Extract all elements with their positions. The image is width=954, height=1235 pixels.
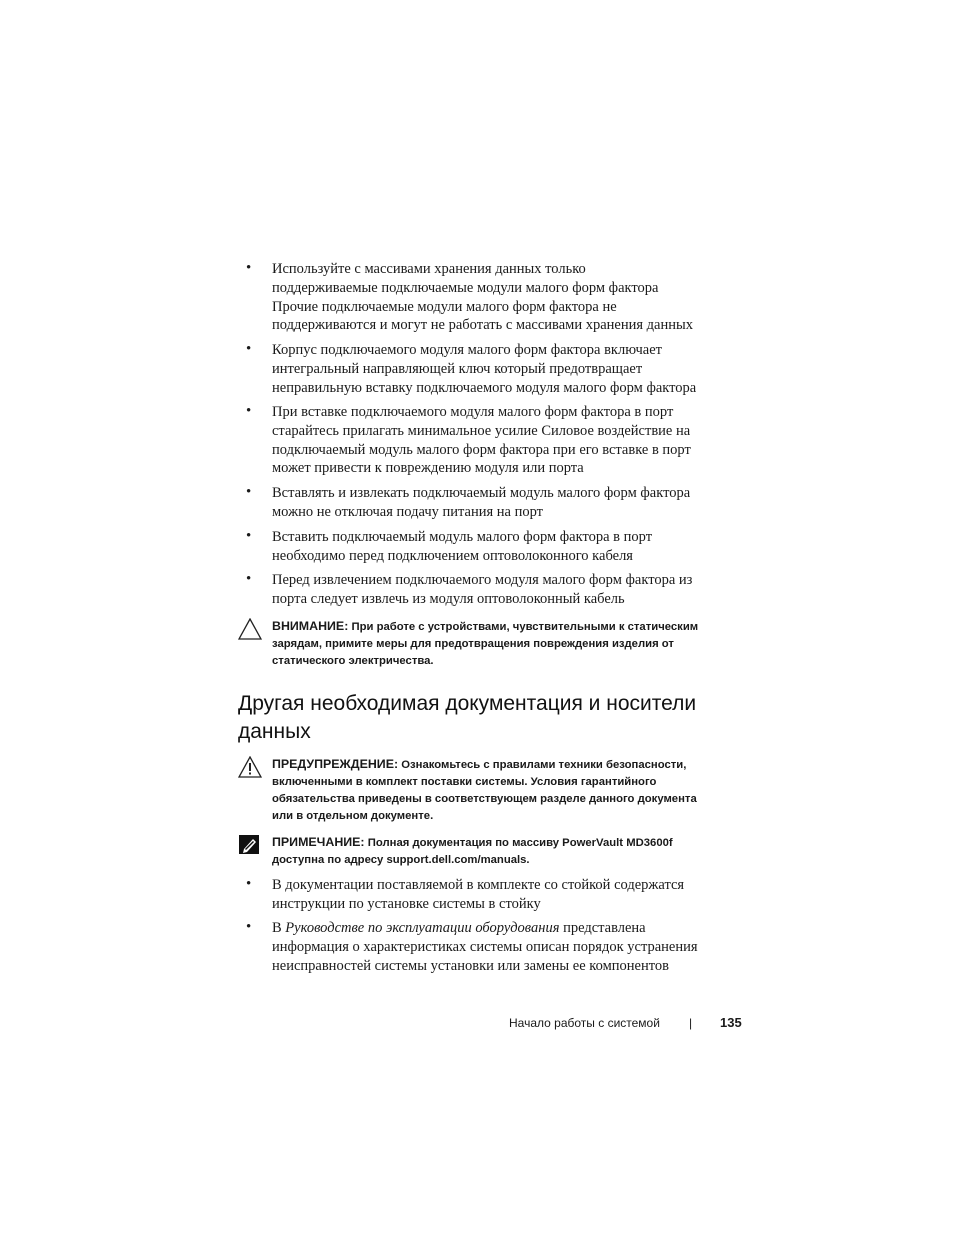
list-item-line: Перед извлечением подключаемого модуля малого форм фактора из — [272, 572, 693, 588]
warning-text-line: Ознакомьтесь с правилами техники безопасности, — [401, 759, 687, 771]
bullet-marker: • — [246, 484, 252, 500]
list-item-line: необходимо перед подключением оптоволоконного кабеля — [272, 547, 633, 564]
note-text-line: доступна по адресу — [272, 854, 387, 866]
bullet-marker: • — [246, 876, 252, 892]
manual-title: Руководстве по эксплуатации оборудования — [285, 920, 560, 936]
warning-text-line: или в отдельном документе. — [272, 810, 434, 822]
caution-triangle-icon — [238, 618, 262, 640]
footer-section-title: Начало работы с системой — [509, 1016, 660, 1030]
page-number: 135 — [720, 1015, 742, 1030]
section-heading — [238, 690, 696, 746]
warning-text-line: включенными в комплект поставки системы. Условия гарантийного — [272, 776, 657, 788]
support-link[interactable]: support.dell.com/manuals — [386, 854, 527, 866]
note-label: ПРИМЕЧАНИЕ: — [272, 835, 365, 849]
note-pencil-icon — [238, 834, 262, 856]
list-item-line: подключаемый модуль малого форм фактора при его вставке в порт — [272, 441, 691, 458]
bullet-marker: • — [246, 403, 252, 419]
caution-text-line: статического электричества. — [272, 655, 434, 667]
bullet-marker: • — [246, 528, 252, 544]
list-item-text: представлена — [559, 920, 646, 936]
list-item-line: Вставить подключаемый модуль малого форм фактора в порт — [272, 529, 653, 545]
warning-label: ПРЕДУПРЕЖДЕНИЕ: — [272, 757, 399, 771]
footer-separator: | — [689, 1016, 693, 1030]
list-item-line: неправильную вставку подключаемого модуля малого форм фактора — [272, 379, 697, 396]
caution-text-line: зарядам, примите меры для предотвращения повреждения изделия от — [272, 638, 674, 650]
list-item-line: поддерживаются и могут не работать с массивами хранения данных — [272, 317, 693, 334]
list-item-line: неисправностей системы установки или замены ее компонентов — [272, 957, 669, 974]
section-heading-line: данных — [238, 720, 311, 743]
list-item-line: информация о характеристиках системы описан порядок устранения — [272, 938, 698, 955]
list-item-line: может привести к повреждению модуля или порта — [272, 460, 584, 477]
list-item-line: При вставке подключаемого модуля малого форм фактора в порт — [272, 404, 674, 420]
warning-triangle-icon — [238, 756, 262, 778]
list-item-line: Используйте с массивами хранения данных только — [272, 261, 586, 277]
list-item-line: старайтесь прилагать минимальное усилие Силовое воздействие на — [272, 422, 691, 439]
list-item-line: можно не отключая подачу питания на порт — [272, 503, 544, 520]
bullet-marker: • — [246, 919, 252, 935]
note-text-punct: . — [526, 854, 530, 866]
list-item-line: Вставлять и извлекать подключаемый модуль малого форм фактора — [272, 485, 691, 501]
list-item-text: В — [272, 920, 286, 936]
section-heading-line: Другая необходимая документация и носители — [238, 692, 697, 715]
bullet-marker: • — [246, 341, 252, 357]
bullet-marker: • — [246, 260, 252, 276]
list-item-line: В документации поставляемой в комплекте со стойкой содержатся — [272, 877, 685, 893]
list-item-line: порта следует извлечь из модуля оптоволоконный кабель — [272, 590, 625, 607]
list-item-line: инструкции по установке системы в стойку — [272, 895, 541, 912]
caution-text-line: При работе с устройствами, чувствительными к статическим — [351, 621, 699, 633]
warning-text-line: обязательства приведены в соответствующем разделе данного документа — [272, 793, 697, 805]
bullet-marker: • — [246, 571, 252, 587]
list-item-line: интегральный направляющей ключ который предотвращает — [272, 360, 643, 377]
note-text-line: Полная документация по массиву PowerVault MD3600f — [367, 837, 673, 849]
list-item-line: Корпус подключаемого модуля малого форм фактора включает — [272, 342, 662, 358]
list-item-line: Прочие подключаемые модули малого форм фактора не — [272, 298, 617, 315]
list-item-line: поддерживаемые подключаемые модули малого форм фактора — [272, 279, 659, 296]
caution-label: ВНИМАНИЕ: — [272, 619, 349, 633]
